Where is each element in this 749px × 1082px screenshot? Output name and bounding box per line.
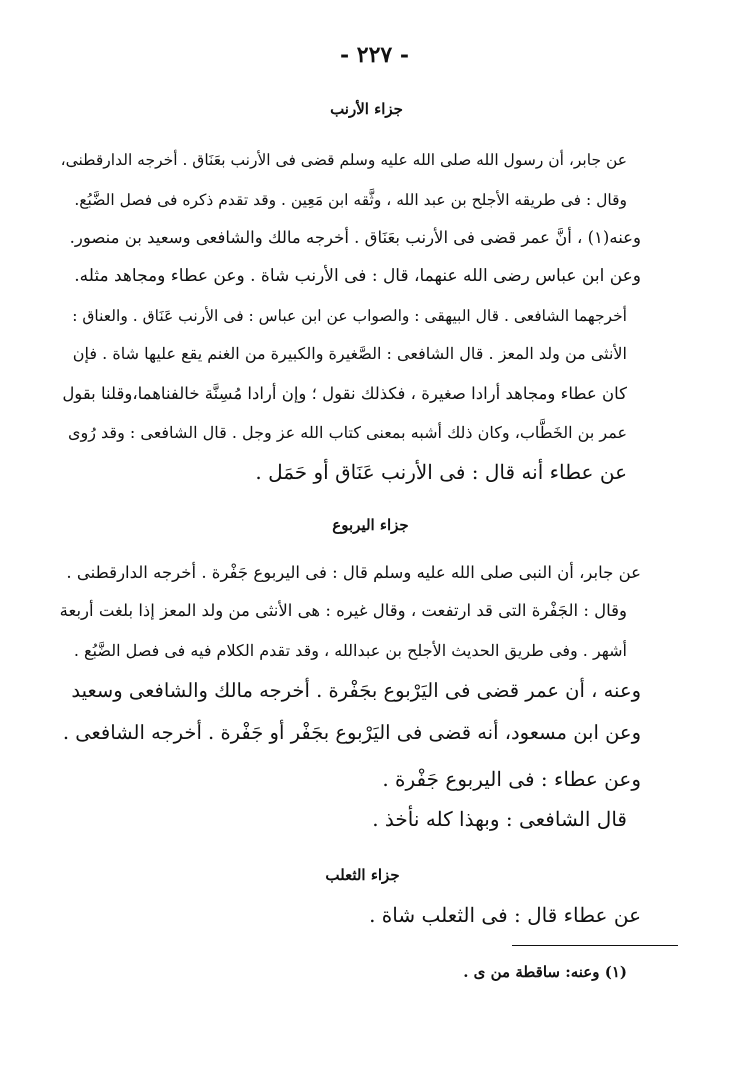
text-line: عن عطاء قال : فى الثعلب شاة . bbox=[369, 903, 641, 927]
text-line: الأنثى من ولد المعز . قال الشافعى : الصَّغيرة والكبيرة من الغنم يقع عليها شاة . فإن bbox=[72, 344, 627, 363]
footnote: (١) وعنه: ساقطة من ى . bbox=[463, 963, 627, 981]
text-line: وعنه(١) ، أنَّ عمر قضى فى الأرنب بعَنَاق . أخرجه مالك والشافعى وسعيد بن منصور. bbox=[69, 228, 641, 247]
text-line: عن عطاء أنه قال : فى الأرنب عَنَاق أو حَمَل . bbox=[255, 460, 627, 484]
text-line: وعن عطاء : فى اليربوع جَفْرة . bbox=[382, 767, 641, 791]
section-heading-fox: جزاء الثعلب bbox=[325, 866, 400, 884]
text-line: وقال : الجَفْرة التى قد ارتفعت ، وقال غيره : هى الأنثى من ولد المعز إذا بلغت أربعة bbox=[59, 601, 627, 620]
text-line: وقال : فى طريقه الأجلح بن عبد الله ، وثَّقه ابن مَعِين . وقد تقدم ذكره فى فصل الضَّبُع. bbox=[74, 191, 627, 209]
footnote-divider bbox=[512, 945, 678, 946]
text-line: وعن ابن مسعود، أنه قضى فى اليَرْبوع بجَفْر أو جَفْرة . أخرجه الشافعى . bbox=[62, 721, 641, 744]
section-heading-jerboa: جزاء اليربوع bbox=[332, 516, 409, 534]
page-number: - ٢٢٧ - bbox=[339, 42, 410, 68]
text-line: عمر بن الخَطَّاب، وكان ذلك أشبه بمعنى كتاب الله عز وجل . قال الشافعى : وقد رُوى bbox=[67, 423, 627, 442]
text-line: أشهر . وفى طريق الحديث الأجلح بن عبدالله ، وقد تقدم الكلام فيه فى فصل الضَّبُع . bbox=[73, 641, 627, 660]
text-line: عن جابر، أن رسول الله صلى الله عليه وسلم قضى فى الأرنب بعَنَاق . أخرجه الدارقطنى، bbox=[60, 151, 627, 169]
text-line: أخرجهما الشافعى . قال البيهقى : والصواب عن ابن عباس : فى الأرنب عَنَاق . والعناق : bbox=[72, 307, 627, 325]
text-line: كان عطاء ومجاهد أرادا صغيرة ، فكذلك نقول ؛ وإن أرادا مُسِنَّة خالفناهما،وقلنا بقول bbox=[62, 384, 627, 403]
text-line: قال الشافعى : وبهذا كله نأخذ . bbox=[372, 807, 627, 831]
text-line: وعنه ، أن عمر قضى فى اليَرْبوع بجَفْرة . أخرجه مالك والشافعى وسعيد bbox=[71, 679, 641, 702]
text-line: عن جابر، أن النبى صلى الله عليه وسلم قال : فى اليربوع جَفْرة . أخرجه الدارقطنى . bbox=[66, 563, 641, 582]
section-heading-hare: جزاء الأرنب bbox=[330, 100, 403, 118]
text-line: وعن ابن عباس رضى الله عنهما، قال : فى الأرنب شاة . وعن عطاء ومجاهد مثله. bbox=[74, 266, 641, 286]
